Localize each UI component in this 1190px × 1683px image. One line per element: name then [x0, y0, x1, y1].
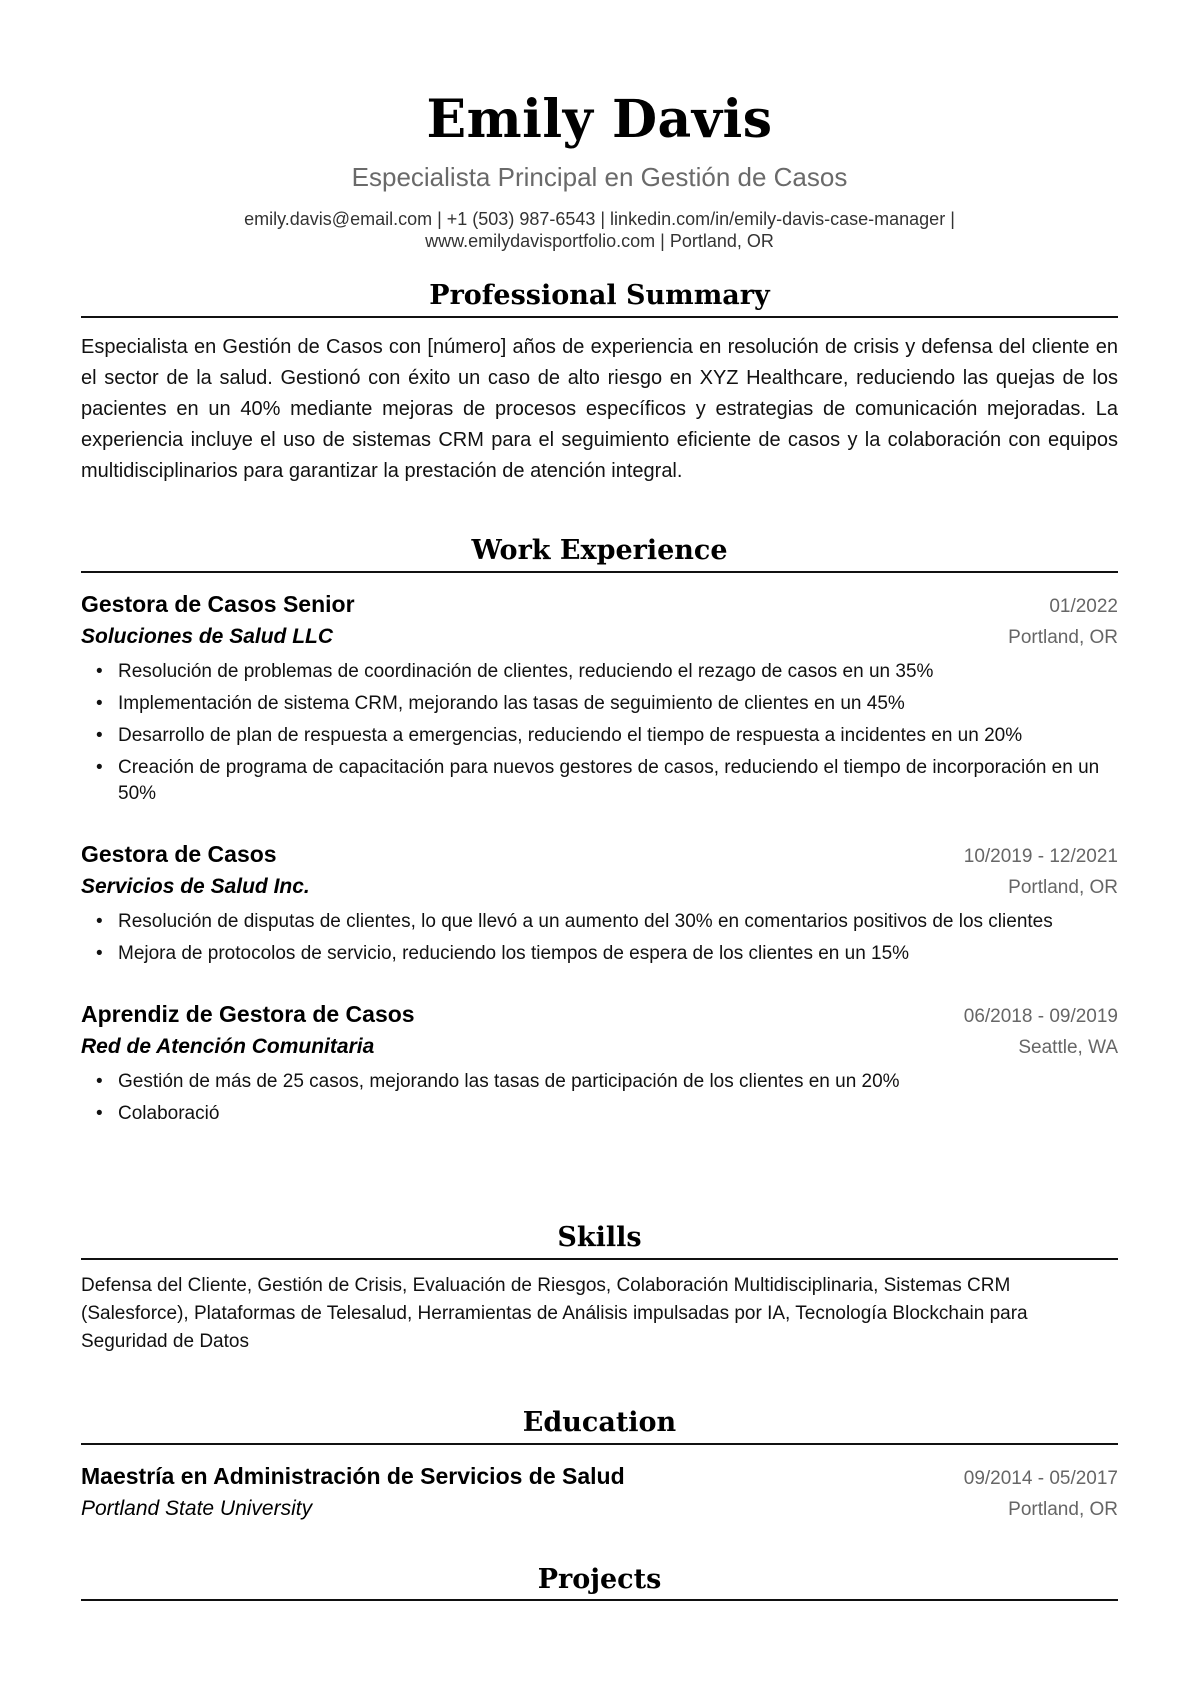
job-entry: [81, 589, 1118, 807]
projects-heading: Projects: [81, 1563, 1118, 1601]
job-bullet: • Resolución de disputas de clientes, lo que llevó a un aumento del 30% en comentarios positivos de los clientes: [81, 909, 1118, 935]
candidate-name: Emily Davis: [426, 89, 773, 150]
job-dates: 01/2022: [1049, 596, 1118, 617]
education-heading: Education: [81, 1405, 1118, 1445]
job-title: Aprendiz de Gestora de Casos: [81, 1001, 415, 1027]
job-bullets: [81, 659, 1118, 807]
education-location: Portland, OR: [1008, 1499, 1118, 1520]
job-company: Soluciones de Salud LLC: [81, 625, 334, 648]
education-school: Portland State University: [81, 1497, 313, 1520]
job-bullets: [81, 909, 1118, 967]
job-location: Seattle, WA: [1018, 1037, 1118, 1058]
job-bullet: • Creación de programa de capacitación para nuevos gestores de casos, reduciendo el tiempo de incorporación en un 50%: [81, 755, 1118, 807]
skills-section: [81, 1220, 1118, 1356]
summary-heading: Professional Summary: [81, 278, 1118, 318]
contact-line-2: www.emilydavisportfolio.com | Portland, OR: [425, 231, 774, 251]
projects-section: [81, 1563, 1118, 1601]
experience-section: [81, 533, 1118, 1133]
job-bullet: • Mejora de protocolos de servicio, reduciendo los tiempos de espera de los clientes en un 15%: [81, 941, 1118, 967]
job-bullet: • Resolución de problemas de coordinación de clientes, reduciendo el rezago de casos en un 35%: [81, 659, 1118, 685]
job-title: Gestora de Casos: [81, 841, 277, 867]
job-location: Portland, OR: [1008, 877, 1118, 898]
job-bullet: • Desarrollo de plan de respuesta a emergencias, reduciendo el tiempo de respuesta a incidentes en un 20%: [81, 723, 1118, 749]
job-entry: [81, 999, 1118, 1127]
job-bullet: • Gestión de más de 25 casos, mejorando las tasas de participación de los clientes en un 20%: [81, 1069, 1118, 1095]
candidate-role: Especialista Principal en Gestión de Casos: [351, 162, 848, 192]
experience-heading: Work Experience: [81, 533, 1118, 573]
contact-info: [170, 208, 1030, 252]
education-degree: Maestría en Administración de Servicios de Salud: [81, 1463, 625, 1489]
education-section: [81, 1405, 1118, 1525]
job-bullets: [81, 1069, 1118, 1127]
job-entry: [81, 839, 1118, 967]
job-title: Gestora de Casos Senior: [81, 591, 355, 617]
job-bullet: • Colaboració: [81, 1101, 1118, 1127]
skills-text: Defensa del Cliente, Gestión de Crisis, Evaluación de Riesgos, Colaboración Multidisciplinaria, Sistemas CRM (Salesforce), Plataformas de Telesalud, Herramientas de Análisis impulsadas por IA, Tecnología Blockchain para Seguridad de Datos: [81, 1275, 1028, 1352]
education-dates: 09/2014 - 05/2017: [963, 1468, 1118, 1489]
education-entry: [81, 1461, 1118, 1525]
job-dates: 06/2018 - 09/2019: [963, 1006, 1118, 1027]
contact-line-1: emily.davis@email.com | +1 (503) 987-6543 | linkedin.com/in/emily-davis-case-manager |: [244, 209, 955, 229]
job-company: Servicios de Salud Inc.: [81, 875, 310, 898]
job-bullet: • Implementación de sistema CRM, mejorando las tasas de seguimiento de clientes en un 45%: [81, 691, 1118, 717]
summary-text: Especialista en Gestión de Casos con [número] años de experiencia en resolución de crisis y defensa del cliente en el sector de la salud. Gestionó con éxito un caso de alto riesgo en XYZ Healthcare, reduciendo las quejas de los pacientes en un 40% mediante mejoras de procesos específicos y estrategias de comunicación mejoradas. La experiencia incluye el uso de sistemas CRM para el seguimiento eficiente de casos y la colaboración con equipos multidisciplinarios para garantizar la prestación de atención integral.: [81, 336, 1118, 482]
resume-page: [81, 0, 1118, 1595]
job-location: Portland, OR: [1008, 627, 1118, 648]
summary-section: [81, 278, 1118, 487]
job-dates: 10/2019 - 12/2021: [963, 846, 1118, 867]
skills-heading: Skills: [81, 1220, 1118, 1260]
job-company: Red de Atención Comunitaria: [81, 1035, 375, 1058]
